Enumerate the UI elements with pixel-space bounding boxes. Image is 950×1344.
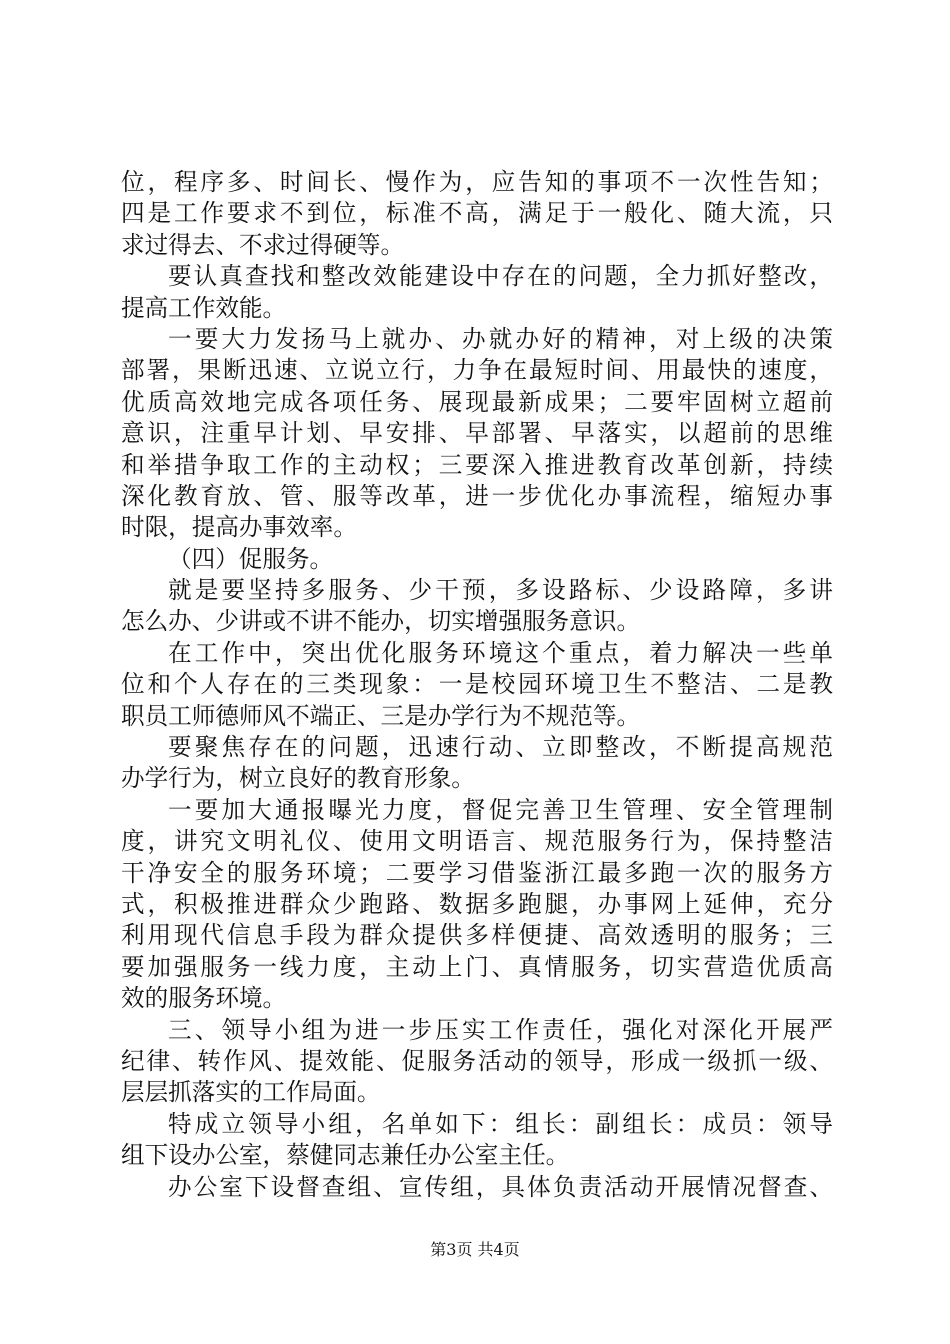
text-line: 纪律、转作风、提效能、促服务活动的领导，形成一级抓一级、 — [121, 1046, 833, 1075]
text-line: 式，积极推进群众少跑路、数据多跑腿，办事网上延伸，充分 — [121, 889, 833, 918]
text-line: 组下设办公室，蔡健同志兼任办公室主任。 — [121, 1141, 570, 1170]
text-line: 层层抓落实的工作局面。 — [121, 1078, 381, 1107]
text-line: 怎么办、少讲或不讲不能办，切实增强服务意识。 — [121, 607, 641, 636]
text-line: 意识，注重早计划、早安排、早部署、早落实，以超前的思维 — [121, 419, 833, 448]
text-line: 要加强服务一线力度，主动上门、真情服务，切实营造优质高 — [121, 952, 833, 981]
text-line: 提高工作效能。 — [121, 293, 287, 322]
text-line: 办公室下设督查组、宣传组，具体负责活动开展情况督查、 — [168, 1172, 833, 1201]
text-line: 位，程序多、时间长、慢作为，应告知的事项不一次性告知； — [121, 168, 833, 196]
text-line: （四）促服务。 — [168, 544, 334, 573]
text-line: 效的服务环境。 — [121, 984, 287, 1013]
text-line: 度，讲究文明礼仪、使用文明语言、规范服务行为，保持整洁 — [121, 827, 833, 856]
page-footer: 第3页 共4页 — [430, 1240, 520, 1259]
text-line: 部署，果断迅速、立说立行，力争在最短时间、用最快的速度， — [121, 356, 833, 385]
text-line: 时限，提高办事效率。 — [121, 513, 357, 542]
text-line: 就是要坚持多服务、少干预，多设路标、少设路障，多讲 — [168, 576, 833, 605]
text-line: 和举措争取工作的主动权；三要深入推进教育改革创新，持续 — [121, 450, 833, 479]
text-line: 在工作中，突出优化服务环境这个重点，着力解决一些单 — [168, 638, 833, 667]
text-line: 四是工作要求不到位，标准不高，满足于一般化、随大流，只 — [121, 199, 833, 228]
text-line: 位和个人存在的三类现象：一是校园环境卫生不整洁、二是教 — [121, 670, 833, 699]
document-body — [121, 167, 833, 1203]
text-line: 优质高效地完成各项任务、展现最新成果；二要牢固树立超前 — [121, 387, 833, 416]
text-line: 办学行为，树立良好的教育形象。 — [121, 764, 475, 793]
text-line: 干净安全的服务环境；二要学习借鉴浙江最多跑一次的服务方 — [121, 858, 833, 887]
text-line: 三、领导小组为进一步压实工作责任，强化对深化开展严 — [168, 1015, 833, 1044]
text-line: 深化教育放、管、服等改革，进一步优化办事流程，缩短办事 — [121, 481, 833, 510]
text-line: 职员工师德师风不端正、三是办学行为不规范等。 — [121, 701, 641, 730]
text-line: 要认真查找和整改效能建设中存在的问题，全力抓好整改， — [168, 262, 833, 291]
text-line: 求过得去、不求过得硬等。 — [121, 230, 405, 259]
text-line: 特成立领导小组，名单如下：组长：副组长：成员：领导 — [168, 1109, 833, 1138]
text-line: 利用现代信息手段为群众提供多样便捷、高效透明的服务；三 — [121, 921, 833, 950]
text-line: 一要大力发扬马上就办、办就办好的精神，对上级的决策 — [168, 324, 833, 353]
text-line: 一要加大通报曝光力度，督促完善卫生管理、安全管理制 — [168, 795, 833, 824]
text-line: 要聚焦存在的问题，迅速行动、立即整改，不断提高规范 — [168, 733, 833, 762]
